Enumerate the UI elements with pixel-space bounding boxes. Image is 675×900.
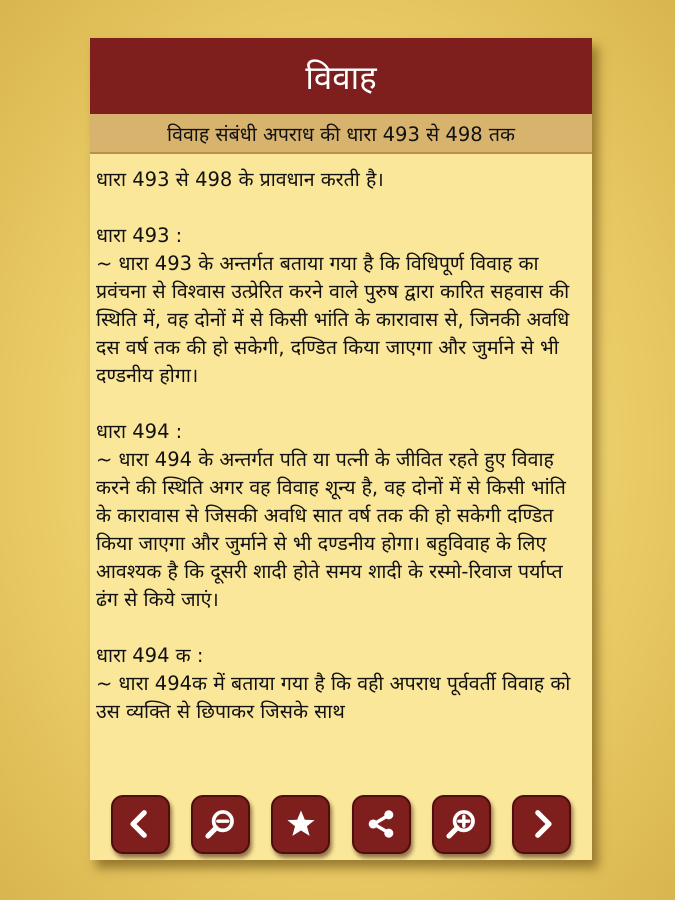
chevron-left-icon — [123, 807, 157, 841]
star-icon — [284, 807, 318, 841]
share-button[interactable] — [352, 795, 411, 854]
zoom-out-button[interactable] — [191, 795, 250, 854]
paragraph-section-494: धारा 494 : ~ धारा 494 के अन्तर्गत पति या पत्नी के जीवित रहते हुए विवाह करने की स्थिति अगर वह विवाह शून्य है, वह दोनों में से किसी भांति के कारावास से जिसकी अवधि सात वर्ष तक की हो सकेगी दण्डित किया जाएगा और जुर्माने से भी दण्डनीय होगा। बहुविवाह के लिए आवश्यक है कि दूसरी शादी होते समय शादी के रस्मो-रिवाज पर्याप्त ढंग से किये जाएं। — [96, 420, 566, 611]
zoom-in-button[interactable] — [432, 795, 491, 854]
paragraph-intro: धारा 493 से 498 के प्रावधान करती है। — [96, 168, 384, 191]
share-icon — [364, 807, 398, 841]
paragraph-section-494a: धारा 494 क : ~ धारा 494क में बताया गया है कि वही अपराध पूर्ववर्ती विवाह को उस व्यक्ति से छिपाकर जिसके साथ — [96, 644, 571, 723]
section-heading: विवाह संबंधी अपराध की धारा 493 से 498 तक — [167, 122, 515, 146]
paragraph-section-493: धारा 493 : ~ धारा 493 के अन्तर्गत बताया गया है कि विधिपूर्ण विवाह का प्रवंचना से विश्वास उत्प्रेरित करने वाले पुरुष द्वारा कारित सहवास की स्थिति में, वह दोनों में से किसी भांति के कारावास से, जिनकी अवधि दस वर्ष तक की हो सकेगी, दण्डित किया जाएगा और जुर्माने से भी दण्डनीय होगा। — [96, 224, 570, 387]
bottom-toolbar — [90, 788, 592, 860]
previous-button[interactable] — [111, 795, 170, 854]
zoom-in-icon — [444, 807, 478, 841]
content-card — [90, 38, 592, 860]
page-title: विवाह — [305, 57, 377, 97]
title-bar — [90, 38, 592, 114]
favorite-button[interactable] — [271, 795, 330, 854]
zoom-out-icon — [203, 807, 237, 841]
subtitle-bar — [90, 114, 592, 154]
chevron-right-icon — [525, 807, 559, 841]
next-button[interactable] — [512, 795, 571, 854]
article-body[interactable] — [90, 154, 592, 816]
